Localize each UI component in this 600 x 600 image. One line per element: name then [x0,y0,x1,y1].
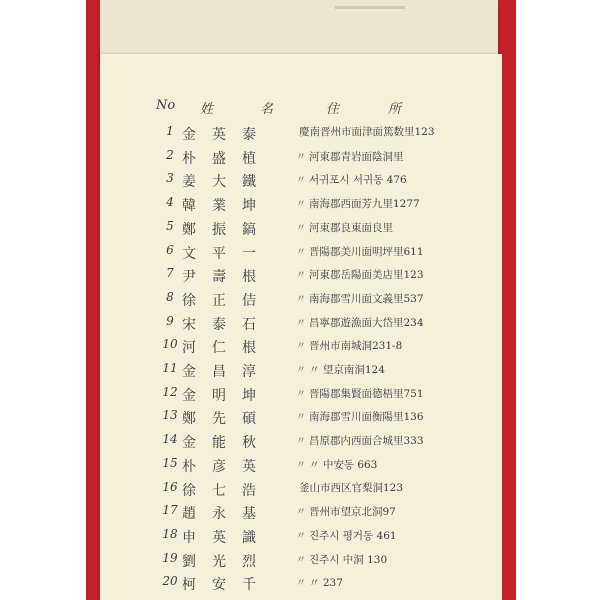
address-text: 〃 237 [309,577,343,590]
row-number: 1 [166,124,174,138]
person-name: 申英識 [182,529,272,546]
person-name: 河仁根 [182,340,272,357]
person-name: 宋泰石 [182,316,272,333]
ditto-mark: 〃 [296,293,306,305]
address-text: 昌原郡内西面合城里333 [309,435,424,448]
address-text: 南海郡雪川面衡陽里136 [309,411,424,424]
address [296,266,496,282]
table-row [100,219,502,241]
faint-mark [335,6,405,9]
address [296,290,496,306]
address-text: 晋陽郡美川面明坪里611 [309,245,424,258]
person-name: 尹壽根 [182,269,272,286]
person-name: 柯安千 [182,577,272,594]
table-row [100,171,502,193]
table-row [100,408,502,430]
table-row [100,314,502,336]
table-row [100,290,502,312]
person-name: 韓業坤 [182,198,272,215]
address-text: 〃 望京南洞124 [309,364,385,376]
address-text: 南海郡西面芳九里1277 [309,198,420,211]
table-row [100,195,502,217]
address [296,124,496,139]
address [296,551,496,567]
row-number: 12 [162,384,178,399]
row-number: 18 [162,526,178,541]
ditto-mark: 〃 [296,246,306,258]
address-text: 河東郡青岩面陰洞里 [309,150,404,163]
background-sheet [100,0,498,62]
ditto-mark: 〃 [296,317,306,329]
table-row [100,385,502,407]
ditto-mark: 〃 [296,507,306,519]
person-name: 鄭振鎬 [182,221,272,238]
address-text: 河東郡岳陽面美店里123 [309,269,424,282]
address-text: 昌寧郡遊漁面大岱里234 [309,316,424,329]
address [296,243,496,259]
address [296,456,496,472]
row-number: 14 [162,432,178,447]
table-row [100,456,502,478]
table-row [100,480,502,502]
address [296,148,496,164]
table-row [100,266,502,288]
address-text: 진주시 평거동 461 [309,529,397,542]
ditto-mark: 〃 [296,222,306,234]
address [296,219,496,235]
header-address-1: 住 [326,102,340,117]
address [296,314,496,330]
document-page [100,54,502,600]
person-name: 趙永基 [182,506,272,523]
row-number: 10 [162,337,178,352]
ditto-mark: 〃 [296,199,306,211]
person-name: 朴彦英 [182,458,272,475]
row-number: 19 [162,550,178,565]
ditto-mark: 〃 [296,175,306,187]
person-name: 金昌淳 [182,364,272,380]
address-text: 晋州市南城洞231-8 [309,340,403,353]
person-name: 鄭先碩 [182,411,272,428]
row-number: 20 [162,574,178,589]
person-name: 朴盛植 [182,150,272,167]
address [296,385,496,401]
table-row [100,574,502,596]
person-name: 文平一 [182,245,272,262]
address [296,480,496,495]
address [296,527,496,543]
row-number: 16 [162,479,178,494]
address [296,337,496,353]
row-number: 11 [162,361,178,375]
ditto-mark: 〃 [296,270,306,282]
person-name: 金英泰 [182,127,272,143]
address [296,171,496,187]
row-number: 7 [166,266,174,281]
address-text: 서귀포시 서귀동 476 [309,174,407,187]
row-number: 9 [166,313,174,328]
row-number: 3 [166,171,174,186]
address [296,574,496,590]
person-name: 徐七浩 [182,482,272,499]
table-row [100,551,502,573]
table-row [100,432,502,454]
ditto-mark: 〃 [296,530,306,542]
address-text: 釜山市西区官梨洞123 [299,481,404,494]
table-row [100,337,502,359]
row-number: 13 [162,408,178,423]
table-row [100,527,502,549]
person-name: 劉光烈 [182,553,272,570]
person-name: 姜大鐵 [182,174,272,191]
ditto-mark: 〃 [296,554,306,566]
address-text: 南海郡雪川面文義里537 [309,292,424,305]
header-address-2: 所 [388,102,402,117]
address-text: 河東郡良東面良里 [309,221,393,234]
ditto-mark: 〃 [296,412,306,424]
ditto-mark: 〃 [296,341,306,353]
ditto-mark: 〃 [296,388,306,400]
ditto-mark: 〃 [296,365,306,376]
table-row [100,243,502,265]
address [296,432,496,448]
row-number: 15 [162,455,178,470]
row-number: 5 [166,218,174,233]
person-name: 徐正佶 [182,292,272,309]
ditto-mark: 〃 [296,459,306,471]
address-text: 진주시 中洞 130 [309,553,388,566]
address [296,408,496,424]
address [296,195,496,211]
address-text: 晋州市望京北洞97 [309,506,396,519]
ditto-mark: 〃 [296,578,306,590]
ditto-mark: 〃 [296,151,306,163]
row-number: 2 [166,147,174,162]
person-name: 金明坤 [182,387,272,404]
address-text: 〃 中安동 663 [309,458,378,471]
address [296,361,496,377]
row-number: 6 [166,242,174,257]
table-row [100,361,502,383]
person-name: 金能秋 [182,435,272,452]
ditto-mark: 〃 [296,436,306,448]
address [296,503,496,519]
table-row [100,148,502,170]
header-name-2: 名 [260,102,274,117]
address-text: 晋陽郡集賢面德梧里751 [309,387,424,400]
address-text: 慶南晋州市面津面篤数里123 [299,126,435,138]
row-number: 17 [162,503,178,518]
row-number: 8 [166,289,174,304]
table-row [100,503,502,525]
table-row [100,124,502,146]
header-no: No [156,98,176,113]
row-number: 4 [166,195,174,210]
header-name-1: 姓 [200,102,214,117]
